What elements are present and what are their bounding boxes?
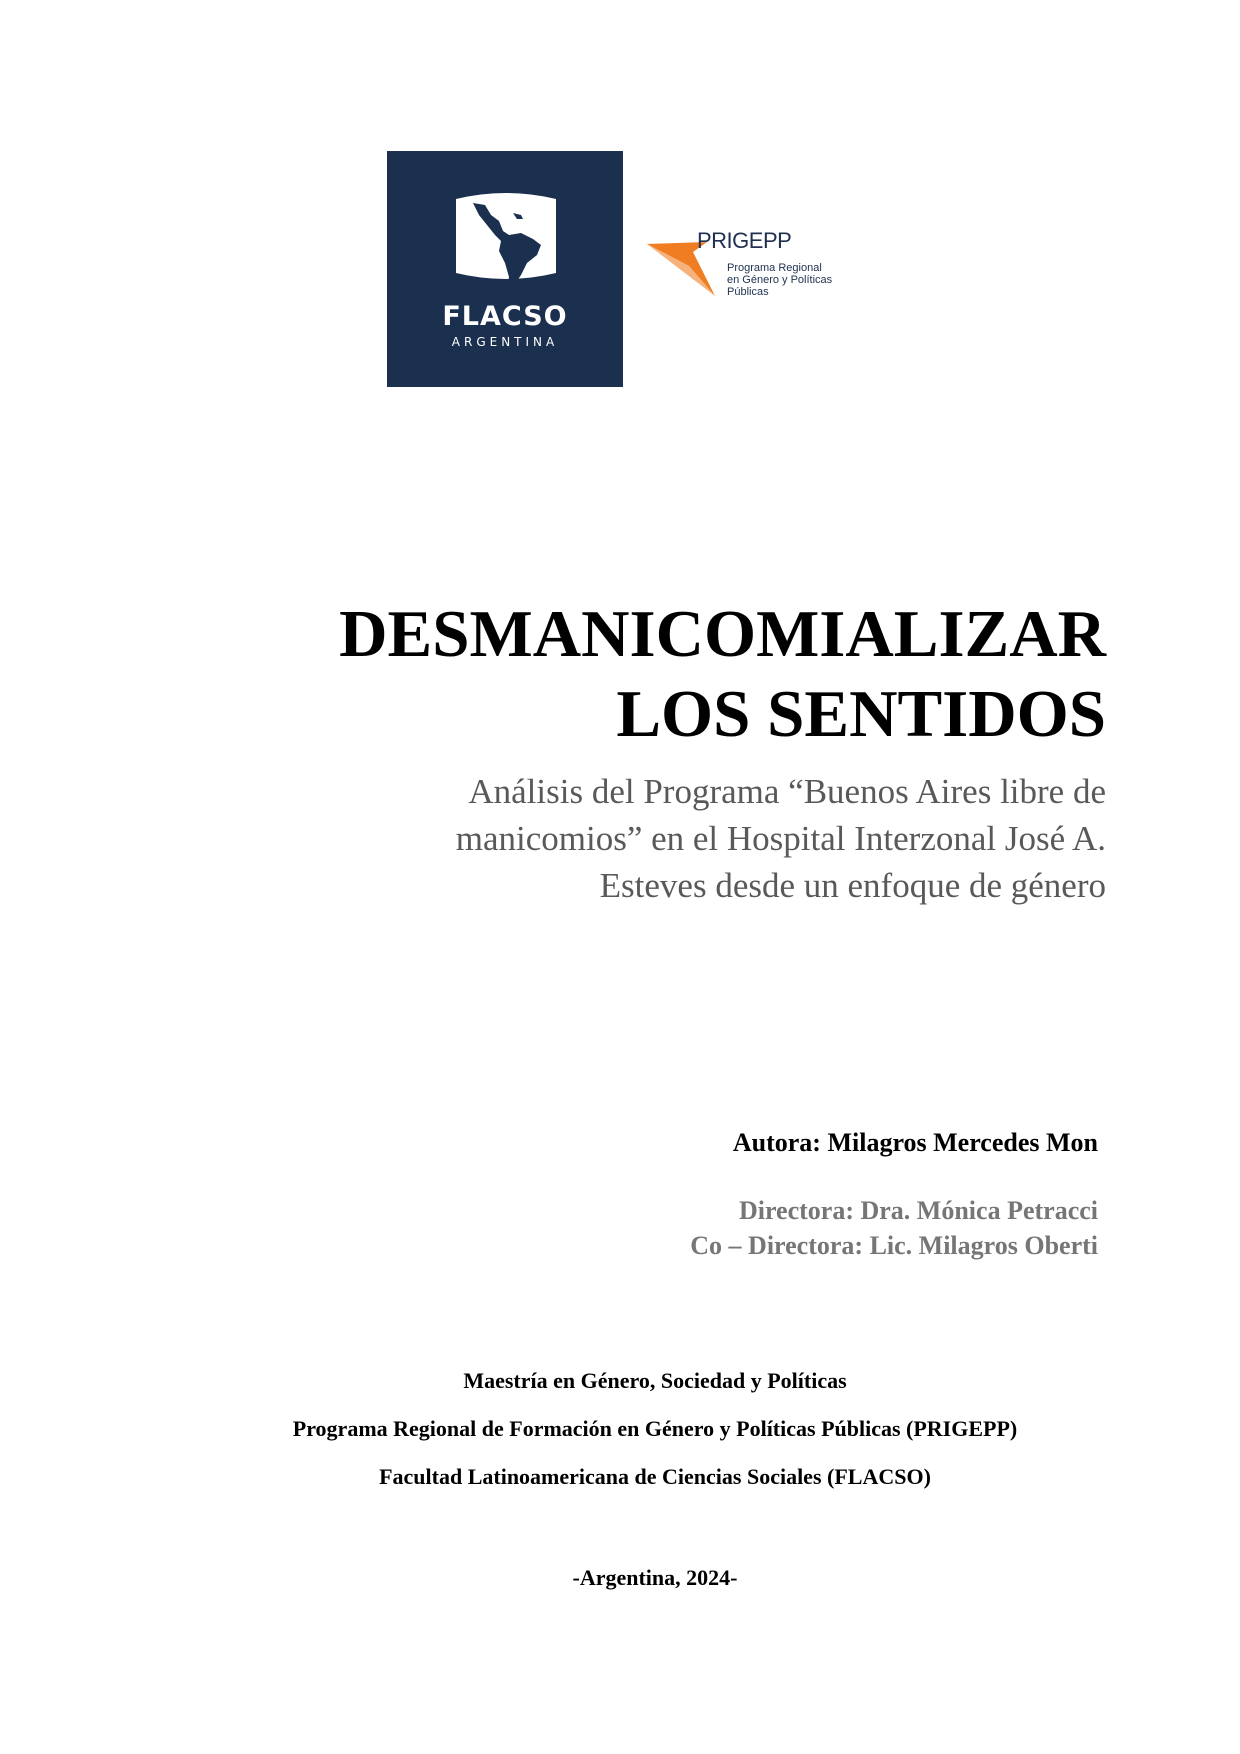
latin-america-map-icon [451,191,561,291]
document-title [339,594,1106,754]
prigepp-subtitle-line: Programa Regional [727,262,822,274]
flacso-name: FLACSO [442,301,568,332]
masters-program: Maestría en Género, Sociedad y Políticas [463,1368,847,1393]
place-date: -Argentina, 2024- [572,1565,738,1590]
prigepp-name: PRIGEPP [697,228,792,253]
author: Autora: Milagros Mercedes Mon [732,1128,1098,1157]
institution-block [200,1357,1110,1501]
flacso-logo [387,151,623,387]
subtitle-line: manicomios” en el Hospital Interzonal José A. [455,819,1106,858]
subtitle-line: Análisis del Programa “Buenos Aires libre de [468,772,1106,811]
directors [690,1193,1098,1263]
co-director: Co – Directora: Lic. Milagros Oberti [690,1231,1098,1260]
title-line: DESMANICOMIALIZAR [339,597,1106,671]
prigepp-logo [645,228,845,308]
faculty: Facultad Latinoamericana de Ciencias Sociales (FLACSO) [379,1464,931,1489]
title-line: LOS SENTIDOS [616,677,1106,751]
prigepp-subtitle-line: en Género y Políticas [727,274,833,286]
flacso-subtitle: ARGENTINA [451,335,559,349]
document-subtitle [346,768,1106,909]
director: Directora: Dra. Mónica Petracci [738,1196,1098,1225]
regional-program: Programa Regional de Formación en Género y Políticas Públicas (PRIGEPP) [292,1416,1018,1441]
prigepp-subtitle-line: Públicas [727,286,769,298]
subtitle-line: Esteves desde un enfoque de género [599,866,1106,905]
prigepp-subtitle [727,262,847,298]
